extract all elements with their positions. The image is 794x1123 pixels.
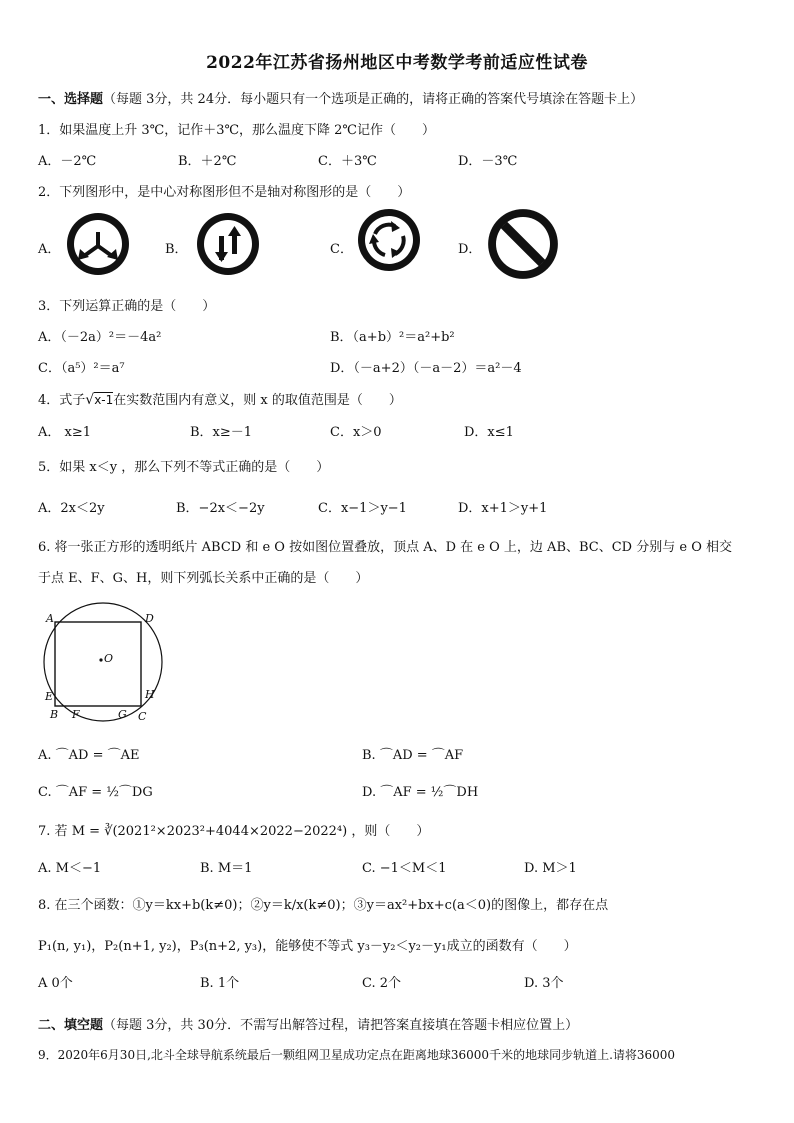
q1-option-b: B．＋2℃ [178, 154, 237, 169]
label-b: B [50, 708, 59, 721]
q7-stem-pre: 7. 若 [38, 824, 68, 839]
q7-expression: M = ∛(2021²×2023²+4044×2022−2022⁴) [71, 824, 348, 839]
page-title: 2022年江苏省扬州地区中考数学考前适应性试卷 [206, 53, 588, 73]
q4-stem [38, 389, 402, 408]
q5-option-c: C．x−1＞y−1 [318, 501, 407, 516]
q5-option-a: A．2x＜2y [38, 501, 105, 516]
q7-option-d: D. M＞1 [524, 861, 577, 876]
q8-line2: P₁(n, y₁)，P₂(n+1, y₂)，P₃(n+2, y₃)，能够使不等式 y₃－y₂＜y₂－y₁成立的函数有（ ） [38, 939, 577, 954]
q8-option-a: A 0个 [38, 976, 73, 991]
section-2-heading [38, 1014, 578, 1033]
q2-figure-d [487, 208, 559, 280]
q2-figure-b [196, 212, 260, 276]
q6-option-c: C. ⌒AF = ½⌒DG [38, 785, 153, 800]
q2-stem: 2．下列图形中，是中心对称图形但不是轴对称图形的是（ ） [38, 185, 411, 200]
q3-option-a: A．（－2a）²＝－4a² [38, 330, 162, 345]
q7-option-b: B. M＝1 [200, 861, 253, 876]
q2-figure-c [357, 208, 421, 272]
q2-label-c: C． [330, 242, 353, 257]
q2-label-b: B． [165, 242, 188, 257]
section-1-title: 一、选择题 [38, 92, 104, 107]
q6-figure [40, 600, 170, 728]
q7-option-a: A. M＜−1 [38, 861, 102, 876]
q1-stem: 1．如果温度上升 3℃，记作＋3℃，那么温度下降 2℃记作（ ） [38, 123, 435, 138]
q8-line1: 8. 在三个函数：①y＝kx+b(k≠0)；②y＝k/x(k≠0)；③y＝ax²+bx+c(a＜0)的图像上，都存在点 [38, 898, 609, 913]
q9-stem: 9．2020年6月30日,北斗全球导航系统最后一颗组网卫星成功定点在距离地球36000千米的地球同步轨道上.请将36000 [38, 1048, 676, 1062]
center-point-o [99, 658, 102, 661]
q6-stem-line1: 6. 将一张正方形的透明纸片 ABCD 和 e O 按如图位置叠放，顶点 A、D 在 e O 上，边 AB、BC、CD 分别与 e O 相交 [38, 540, 732, 555]
q6-option-b: B. ⌒AD = ⌒AF [362, 748, 464, 763]
label-g: G [118, 708, 127, 721]
q2-label-a: A． [38, 242, 61, 257]
label-f: F [72, 708, 80, 721]
sqrt-symbol: √ [85, 392, 95, 408]
q3-stem: 3．下列运算正确的是（ ） [38, 299, 216, 314]
q3-option-d: D．（－a+2）（－a－2）＝a²－4 [330, 361, 522, 376]
q4-radicand: x-1 [94, 393, 114, 407]
section-1-note: （每题 3分，共 24分．每小题只有一个选项是正确的，请将正确的答案代号填涂在答题卡上） [103, 92, 644, 107]
q4-stem-post: 在实数范围内有意义，则 x 的取值范围是（ ） [113, 393, 402, 408]
label-a: A [46, 612, 54, 625]
q7-option-c: C. −1＜M＜1 [362, 861, 447, 876]
q1-option-c: C．＋3℃ [318, 154, 377, 169]
q5-option-d: D．x+1＞y+1 [458, 501, 548, 516]
label-d: D [145, 612, 154, 625]
q4-option-b: B．x≥－1 [190, 425, 253, 440]
roundabout-sign-icon [357, 208, 421, 272]
label-h: H [145, 688, 155, 701]
q8-option-d: D. 3个 [524, 976, 564, 991]
diagonal-arrows-sign-icon [66, 212, 130, 276]
up-down-arrows-sign-icon [196, 212, 260, 276]
q3-option-c: C．（a⁵）²＝a⁷ [38, 361, 125, 376]
section-2-title: 二、填空题 [38, 1018, 104, 1033]
q4-option-c: C．x＞0 [330, 425, 382, 440]
q6-stem-line2: 于点 E、F、G、H，则下列弧长关系中正确的是（ ） [38, 571, 369, 586]
square-abcd [55, 622, 141, 706]
q6-option-a: A. ⌒AD = ⌒AE [38, 748, 140, 763]
q5-stem: 5．如果 x＜y ，那么下列不等式正确的是（ ） [38, 460, 330, 475]
label-c: C [138, 710, 147, 723]
q3-option-b: B．（a+b）²＝a²+b² [330, 330, 455, 345]
section-1-heading [38, 88, 643, 107]
q7-stem-post: ，则（ ） [351, 824, 430, 839]
q7-stem [38, 820, 429, 839]
q4-option-d: D．x≤1 [464, 425, 514, 440]
section-2-note: （每题 3分，共 30分．不需写出解答过程，请把答案直接填在答题卡相应位置上） [103, 1018, 579, 1033]
prohibition-sign-icon [487, 208, 559, 280]
q1-option-a: A．－2℃ [38, 154, 97, 169]
q4-option-a: A． x≥1 [38, 425, 92, 440]
q5-option-b: B．−2x＜−2y [176, 501, 265, 516]
q1-option-d: D．－3℃ [458, 154, 518, 169]
q2-label-d: D． [458, 242, 482, 257]
q8-option-c: C. 2个 [362, 976, 402, 991]
label-e: E [45, 690, 54, 703]
q4-stem-pre: 4．式子 [38, 393, 86, 408]
q6-option-d: D. ⌒AF = ½⌒DH [362, 785, 479, 800]
q2-figure-a [66, 212, 130, 276]
label-o: O [104, 652, 114, 665]
q8-option-b: B. 1个 [200, 976, 240, 991]
